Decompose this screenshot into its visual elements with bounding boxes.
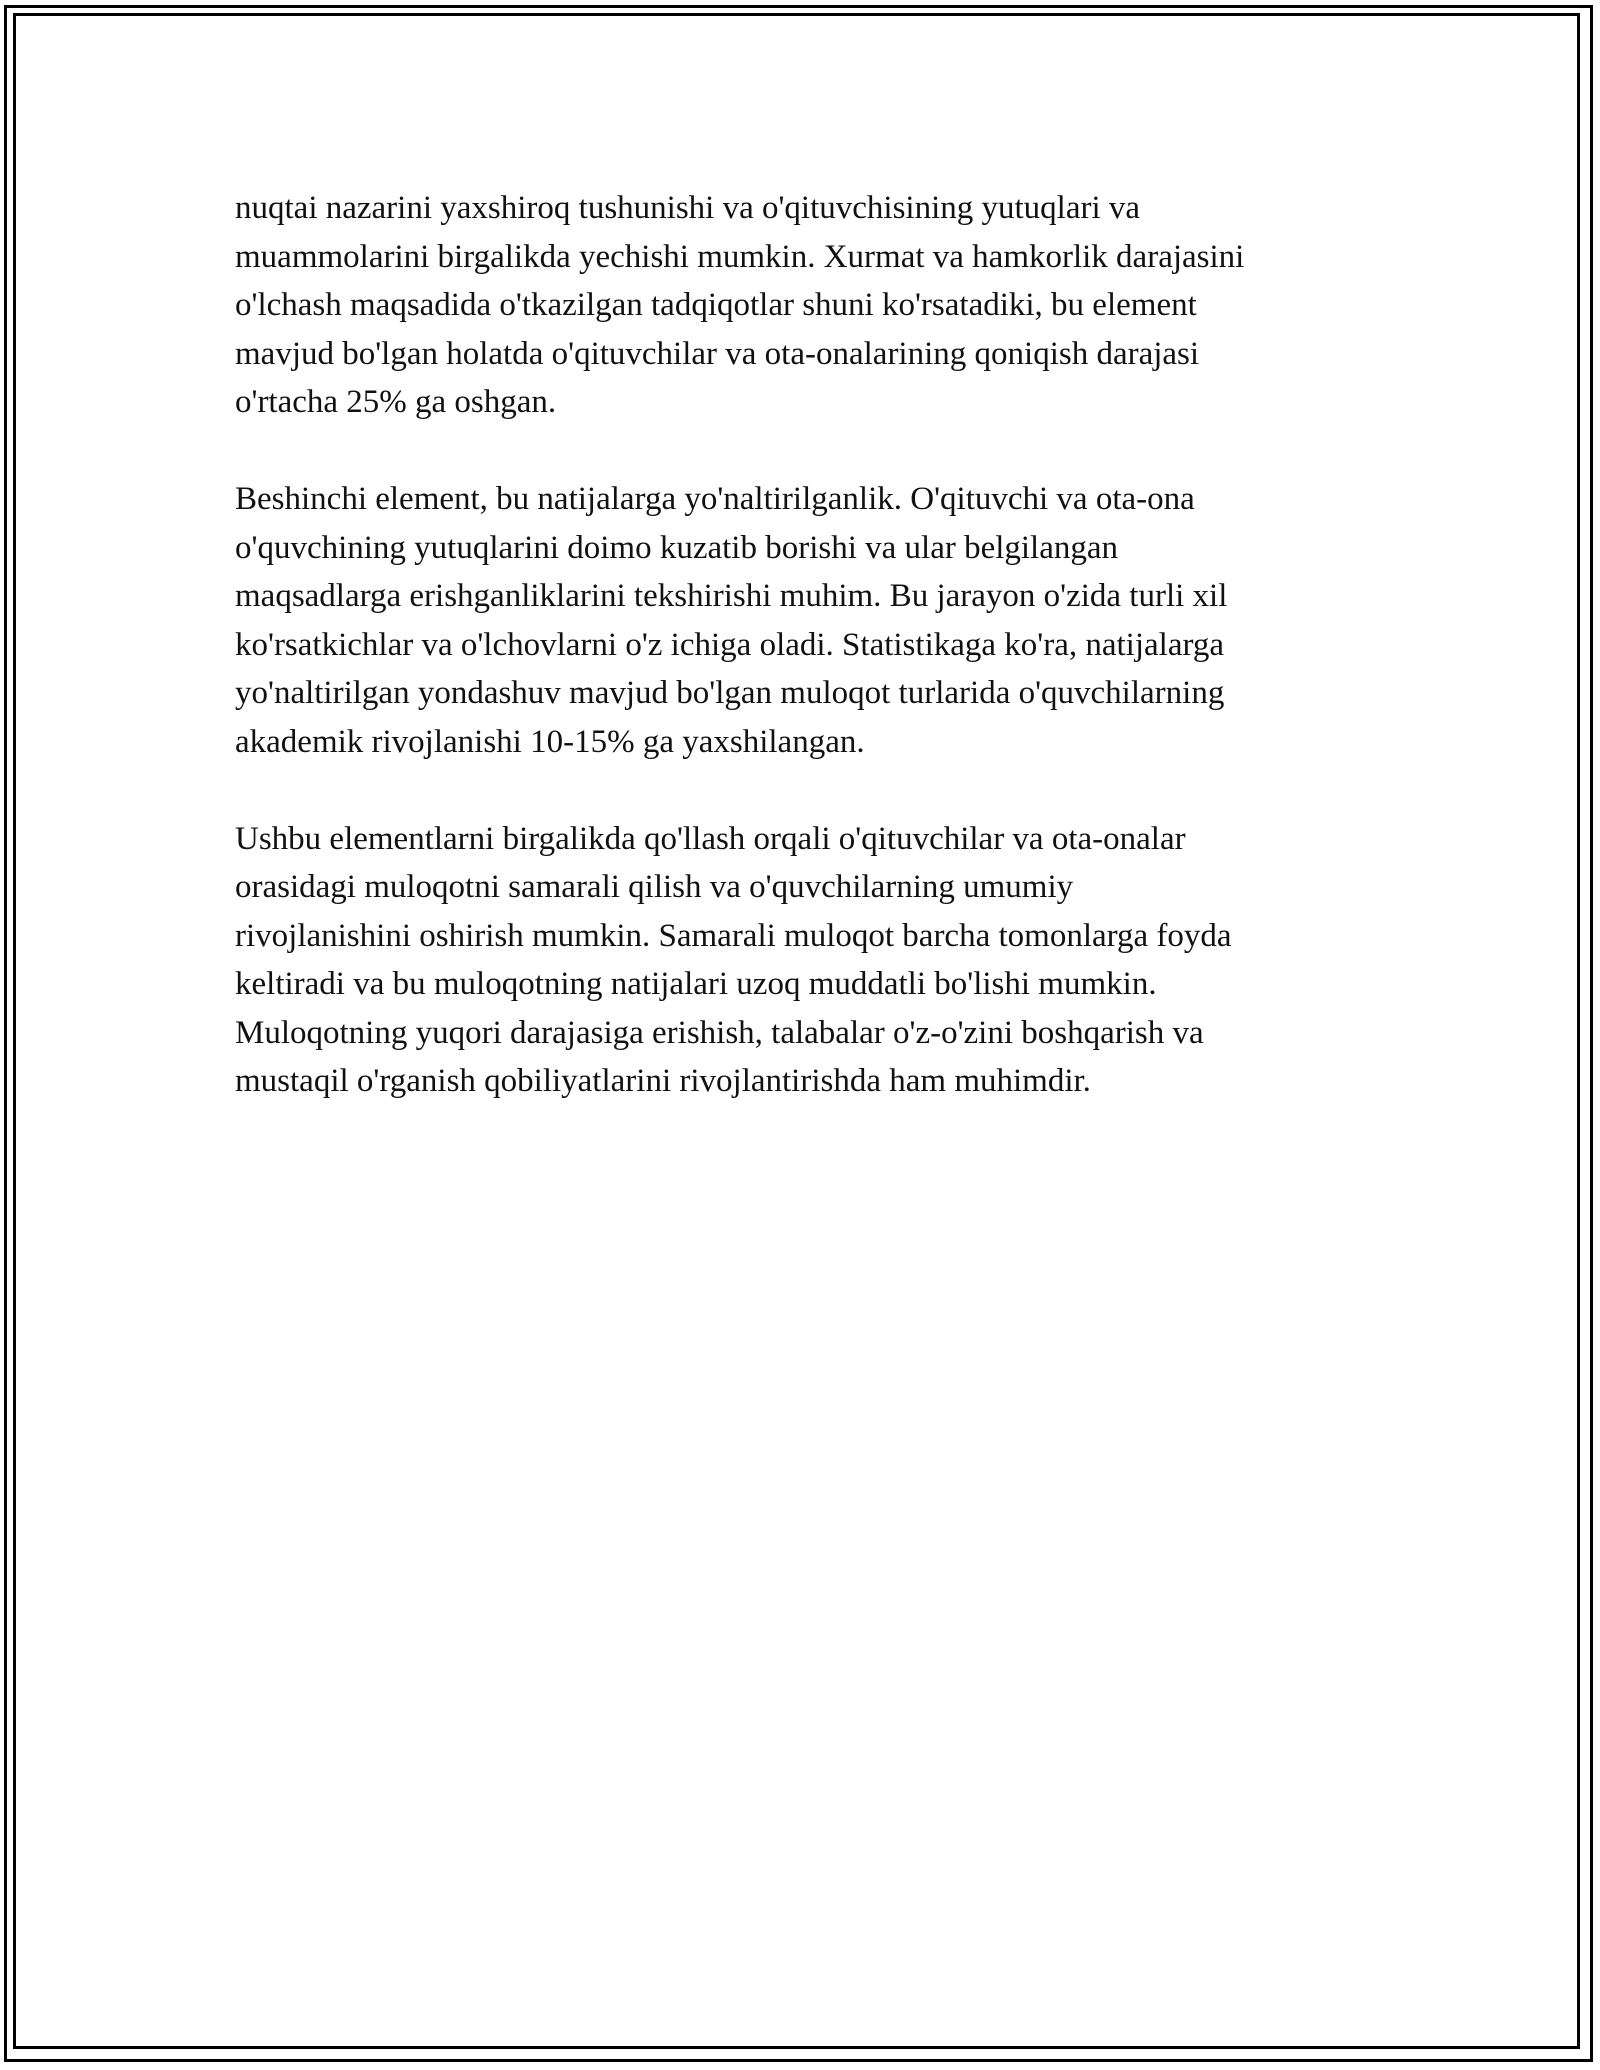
paragraph-2: Beshinchi element, bu natijalarga yo'naltirilganlik. O'qituvchi va ota-ona o'quvchining yutuqlarini doimo kuzatib borishi va ular belgilangan maqsadlarga erishganliklarini tekshirishi muhim. Bu jarayon o'zida turli xil ko'rsatkichlar va o'lchovlarni o'z ichiga oladi. Statistikaga ko'ra, natijalarga yo'naltirilgan yondashuv mavjud bo'lgan muloqot turlarida o'quvchilarning akademik rivojlanishi 10-15% ga yaxshilangan. bbox=[235, 481, 1228, 760]
paragraph-1: nuqtai nazarini yaxshiroq tushunishi va o'qituvchisining yutuqlari va muammolarini birgalikda yechishi mumkin. Xurmat va hamkorlik darajasini o'lchash maqsadida o'tkazilgan tadqiqotlar shuni ko'rsatadiki, bu element mavjud bo'lgan holatda o'qituvchilar va ota-onalarining qoniqish darajasi o'rtacha 25% ga oshgan. bbox=[235, 190, 1245, 420]
paragraph-3: Ushbu elementlarni birgalikda qo'llash orqali o'qituvchilar va ota-onalar orasidagi muloqotni samarali qilish va o'quvchilarning umumiy rivojlanishini oshirish mumkin. Samarali muloqot barcha tomonlarga foyda keltiradi va bu muloqotning natijalari uzoq muddatli bo'lishi mumkin. Muloqotning yuqori darajasiga erishish, talabalar o'z-o'zini boshqarish va mustaqil o'rganish qobiliyatlarini rivojlantirishda ham muhimdir. bbox=[235, 820, 1232, 1099]
document-body bbox=[235, 184, 1365, 1154]
